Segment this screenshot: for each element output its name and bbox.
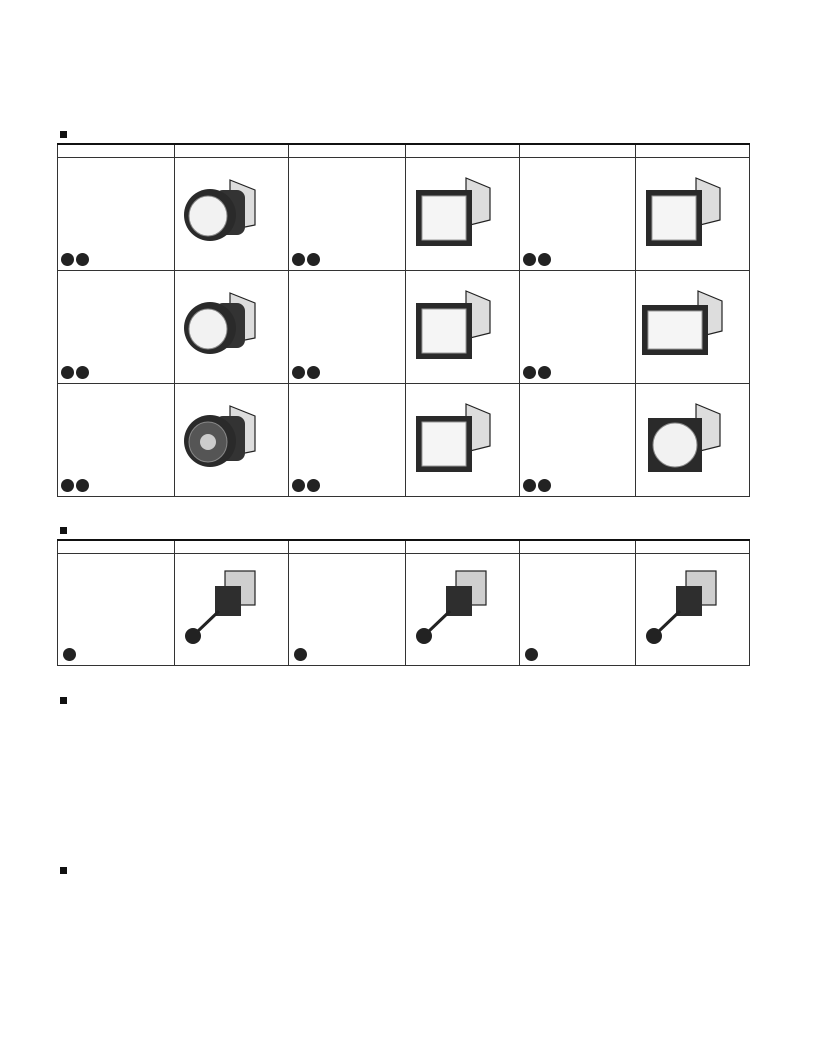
cert-csa-icon — [294, 648, 307, 661]
column-header — [175, 540, 289, 553]
type-cell — [175, 553, 289, 665]
column-header — [175, 144, 289, 157]
description-cell — [289, 383, 406, 496]
column-header — [520, 540, 636, 553]
certification-marks — [523, 366, 557, 380]
pilot-light-square-photo — [406, 170, 496, 255]
description-cell — [58, 553, 175, 665]
type-cell — [636, 157, 750, 270]
description-cell — [520, 383, 636, 496]
cert-ul-icon — [523, 253, 536, 266]
certification-marks — [61, 253, 95, 267]
section-title-numerical-indicators — [60, 865, 73, 878]
bullet-square-icon — [60, 697, 67, 704]
pilot-light-round-photo — [175, 396, 265, 481]
cert-ul-icon — [61, 366, 74, 379]
description-cell — [289, 157, 406, 270]
cert-csa-icon — [63, 648, 76, 661]
cert-ul-icon — [292, 253, 305, 266]
column-header — [289, 540, 406, 553]
description-cell — [289, 553, 406, 665]
certification-marks — [523, 479, 557, 493]
pilot-light-rectangular-photo — [636, 283, 726, 368]
description-cell — [289, 270, 406, 383]
bullet-square-icon — [60, 527, 67, 534]
certification-marks — [292, 366, 326, 380]
pilot-lights-table — [57, 143, 750, 497]
cert-csa-icon — [307, 479, 320, 492]
cert-csa-icon — [76, 366, 89, 379]
cert-csa-icon — [538, 479, 551, 492]
table-row — [58, 270, 750, 383]
type-cell — [175, 157, 289, 270]
pilot-light-bezel-photo — [636, 396, 726, 481]
pilot-light-round-photo — [175, 283, 265, 368]
joystick-table — [57, 539, 750, 666]
bullet-square-icon — [60, 131, 67, 138]
cert-ul-icon — [523, 366, 536, 379]
description-cell — [58, 383, 175, 496]
description-cell — [520, 270, 636, 383]
type-cell — [406, 553, 520, 665]
type-cell — [175, 383, 289, 496]
joystick-switch-photo — [175, 566, 265, 651]
cert-ul-icon — [292, 479, 305, 492]
cert-csa-icon — [76, 479, 89, 492]
table-row — [58, 553, 750, 665]
pilot-light-square-photo — [406, 283, 496, 368]
column-header — [636, 144, 750, 157]
column-header — [406, 144, 520, 157]
column-header — [58, 540, 175, 553]
description-cell — [520, 157, 636, 270]
certification-marks — [292, 648, 311, 662]
description-cell — [58, 270, 175, 383]
type-cell — [406, 157, 520, 270]
cert-ul-icon — [61, 253, 74, 266]
column-header — [520, 144, 636, 157]
type-cell — [175, 270, 289, 383]
certification-marks — [61, 479, 95, 493]
section-title-joystick — [60, 525, 73, 538]
certification-marks — [61, 648, 80, 662]
cert-csa-icon — [525, 648, 538, 661]
joystick-switch-photo — [636, 566, 726, 651]
column-header — [58, 144, 175, 157]
column-header — [406, 540, 520, 553]
certification-marks — [523, 648, 542, 662]
column-header — [636, 540, 750, 553]
pilot-light-square-photo — [406, 396, 496, 481]
pilot-light-square-photo — [636, 170, 726, 255]
description-cell — [520, 553, 636, 665]
cert-csa-icon — [76, 253, 89, 266]
column-header — [289, 144, 406, 157]
certification-marks — [292, 479, 326, 493]
certification-marks — [61, 366, 95, 380]
cert-ul-icon — [61, 479, 74, 492]
cert-csa-icon — [538, 253, 551, 266]
type-cell — [406, 270, 520, 383]
type-cell — [636, 553, 750, 665]
table-row — [58, 157, 750, 270]
type-cell — [636, 383, 750, 496]
cert-csa-icon — [538, 366, 551, 379]
certification-marks — [292, 253, 326, 267]
bullet-square-icon — [60, 867, 67, 874]
pilot-light-round-photo — [175, 170, 265, 255]
type-cell — [636, 270, 750, 383]
section-title-pilot-lights — [60, 129, 73, 142]
cert-ul-icon — [292, 366, 305, 379]
cert-csa-icon — [307, 366, 320, 379]
cert-ul-icon — [523, 479, 536, 492]
table-row — [58, 383, 750, 496]
joystick-switch-photo — [406, 566, 496, 651]
certification-marks — [523, 253, 557, 267]
section-title-buzzers — [60, 695, 73, 708]
cert-csa-icon — [307, 253, 320, 266]
type-cell — [406, 383, 520, 496]
description-cell — [58, 157, 175, 270]
